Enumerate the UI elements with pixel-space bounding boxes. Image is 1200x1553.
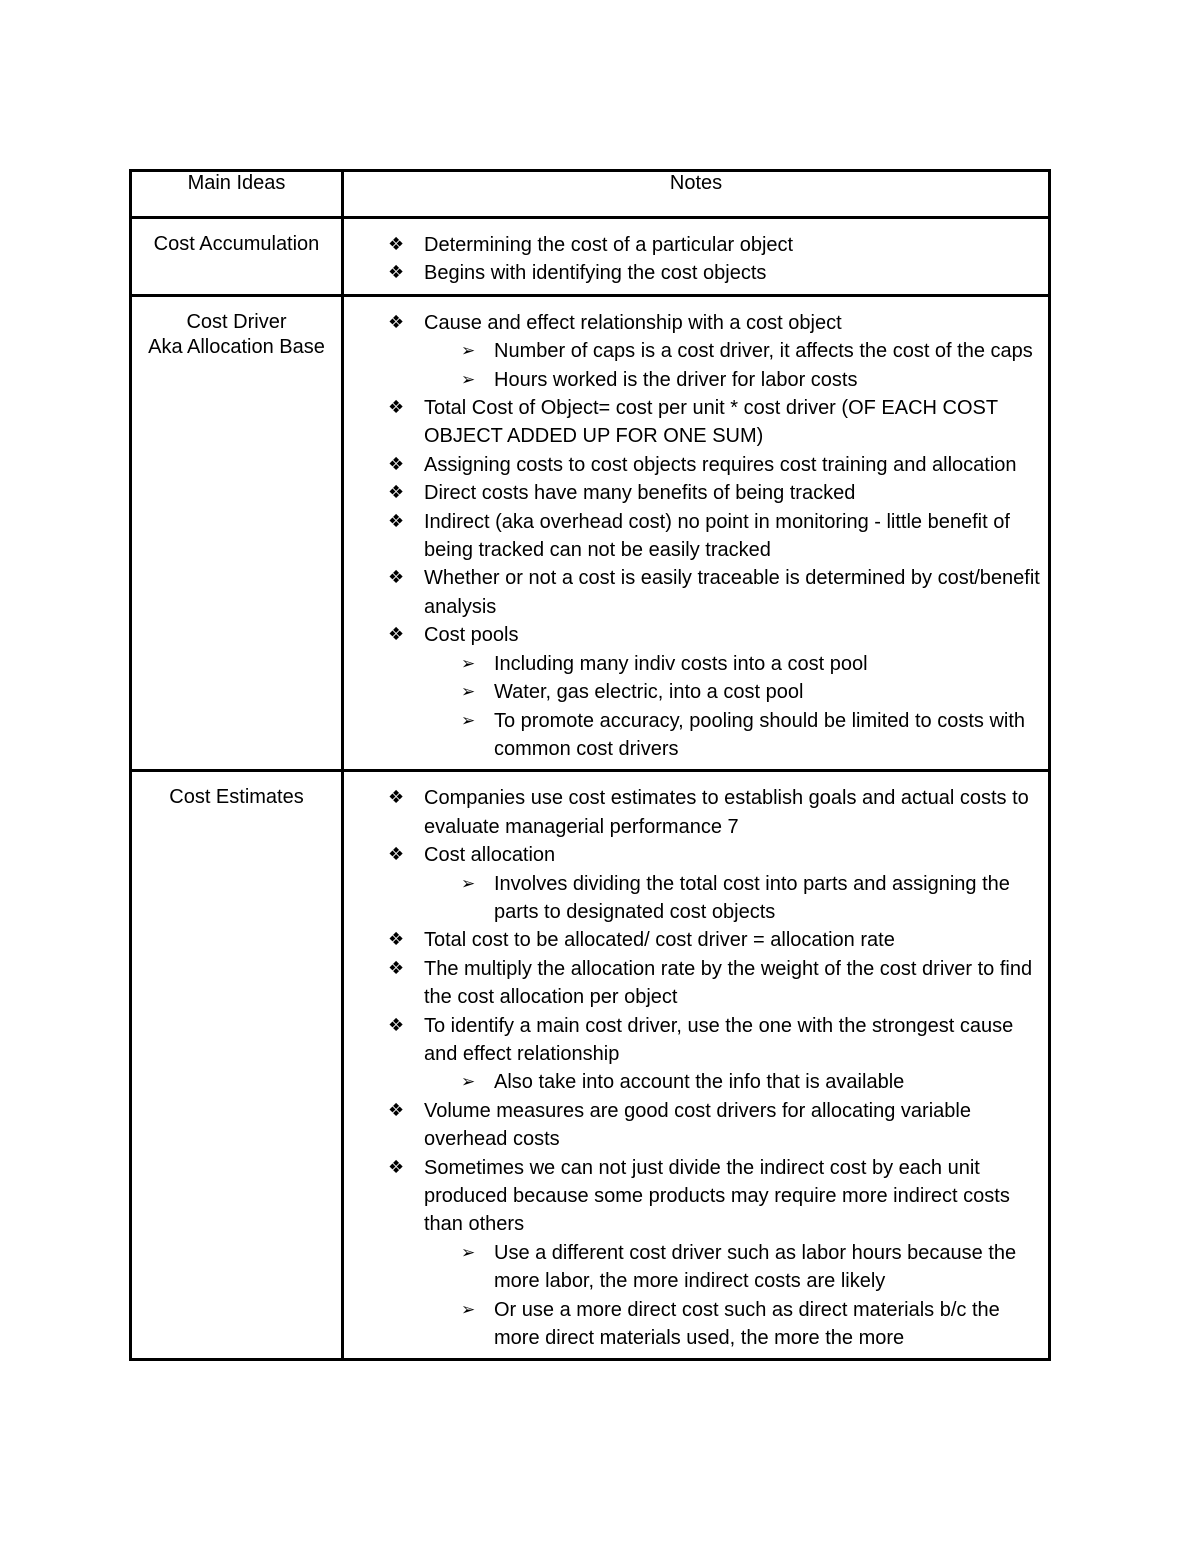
diamond-bullet-icon: ❖ — [388, 311, 405, 333]
diamond-bullet-icon: ❖ — [388, 957, 405, 979]
note-text: Cause and effect relationship with a cost object — [424, 311, 842, 334]
note-item — [344, 451, 1048, 479]
note-item — [344, 309, 1048, 394]
sub-note-item — [344, 707, 1040, 764]
sub-notes-list — [424, 870, 1040, 927]
main-idea-cell — [131, 295, 343, 771]
notes-cell — [343, 295, 1050, 771]
diamond-bullet-icon: ❖ — [388, 567, 405, 589]
note-text: Sometimes we can not just divide the indirect cost by each unit produced because some products may require more indirect costs than others — [424, 1156, 1010, 1236]
note-item — [344, 1012, 1048, 1097]
note-item — [344, 479, 1048, 507]
table-row — [131, 218, 1050, 296]
notes-list — [344, 231, 1048, 288]
sub-note-text: Involves dividing the total cost into parts and assigning the parts to designated cost objects — [494, 872, 1010, 923]
diamond-bullet-icon: ❖ — [388, 844, 405, 866]
arrow-bullet-icon: ➢ — [461, 341, 476, 362]
note-item — [344, 784, 1048, 841]
note-text: Begins with identifying the cost objects — [424, 262, 767, 285]
sub-notes-list — [424, 1239, 1040, 1353]
arrow-bullet-icon: ➢ — [461, 1242, 476, 1263]
note-text: Indirect (aka overhead cost) no point in monitoring - little benefit of being tracked can not be easily tracked — [424, 510, 1010, 562]
diamond-bullet-icon: ❖ — [388, 510, 405, 532]
main-idea-text: Cost Accumulation — [153, 233, 320, 255]
sub-note-text: Or use a more direct cost such as direct materials b/c the more direct materials used, the more the more — [494, 1298, 1000, 1350]
sub-note-text: Also take into account the info that is available — [494, 1071, 905, 1094]
sub-notes-list — [424, 1068, 1040, 1096]
diamond-bullet-icon: ❖ — [388, 262, 405, 284]
note-text: Cost pools — [424, 624, 519, 647]
sub-notes-list — [424, 337, 1040, 394]
main-idea-cell — [131, 218, 343, 296]
notes-table-body — [131, 171, 1050, 1360]
sub-note-item — [344, 870, 1040, 927]
sub-note-item — [344, 1239, 1040, 1296]
note-item — [344, 926, 1048, 954]
note-text: The multiply the allocation rate by the weight of the cost driver to find the cost allocation per object — [424, 957, 1033, 1009]
note-item — [344, 1154, 1048, 1353]
note-item — [344, 508, 1048, 565]
main-idea-text: Cost Estimates — [169, 786, 304, 809]
sub-note-item — [344, 650, 1040, 678]
note-text: Direct costs have many benefits of being tracked — [424, 482, 856, 505]
table-row — [131, 771, 1050, 1360]
arrow-bullet-icon: ➢ — [461, 369, 476, 390]
notes-cell — [343, 218, 1050, 296]
diamond-bullet-icon: ❖ — [388, 1156, 405, 1178]
main-idea-text: Aka Allocation Base — [148, 335, 325, 358]
arrow-bullet-icon: ➢ — [461, 710, 476, 731]
sub-note-text: To promote accuracy, pooling should be limited to costs with common cost drivers — [494, 709, 1026, 760]
sub-note-item — [344, 1296, 1040, 1353]
sub-note-text: Number of caps is a cost driver, it affects the cost of the caps — [494, 340, 1033, 363]
note-text: Total Cost of Object= cost per unit * cost driver (OF EACH COST OBJECT ADDED UP FOR ONE SUM) — [424, 397, 998, 448]
note-item — [344, 564, 1048, 621]
note-item — [344, 621, 1048, 763]
arrow-bullet-icon: ➢ — [461, 1299, 476, 1320]
sub-note-item — [344, 678, 1040, 706]
note-text: Volume measures are good cost drivers for allocating variable overhead costs — [424, 1099, 971, 1151]
note-text: Companies use cost estimates to establish goals and actual costs to evaluate managerial performance 7 — [424, 787, 1029, 838]
note-text: Determining the cost of a particular object — [424, 234, 794, 256]
header-row — [131, 171, 1050, 218]
note-text: To identify a main cost driver, use the one with the strongest cause and effect relationship — [424, 1014, 1014, 1065]
arrow-bullet-icon: ➢ — [461, 682, 476, 703]
arrow-bullet-icon: ➢ — [461, 653, 476, 674]
table-row — [131, 295, 1050, 771]
notes-list — [344, 309, 1048, 764]
note-text: Whether or not a cost is easily traceable is determined by cost/benefit analysis — [424, 567, 1040, 618]
arrow-bullet-icon: ➢ — [461, 1072, 476, 1093]
sub-note-text: Use a different cost driver such as labor hours because the more labor, the more indirect costs are likely — [494, 1241, 1017, 1293]
note-text: Assigning costs to cost objects requires cost training and allocation — [424, 453, 1017, 476]
main-idea-cell — [131, 771, 343, 1360]
diamond-bullet-icon: ❖ — [388, 453, 405, 475]
diamond-bullet-icon: ❖ — [388, 234, 405, 255]
notes-cell — [343, 771, 1050, 1360]
sub-note-item — [344, 1068, 1040, 1096]
arrow-bullet-icon: ➢ — [461, 873, 476, 894]
note-text: Cost allocation — [424, 844, 556, 867]
note-item — [344, 394, 1048, 451]
diamond-bullet-icon: ❖ — [388, 397, 405, 419]
diamond-bullet-icon: ❖ — [388, 787, 405, 809]
notes-table — [129, 169, 1051, 1361]
sub-notes-list — [424, 650, 1040, 764]
sub-note-item — [344, 366, 1040, 394]
sub-note-item — [344, 337, 1040, 365]
note-text: Total cost to be allocated/ cost driver = allocation rate — [424, 929, 895, 952]
note-item — [344, 955, 1048, 1012]
diamond-bullet-icon: ❖ — [388, 1099, 405, 1121]
sub-note-text: Hours worked is the driver for labor costs — [494, 368, 858, 391]
header-main-ideas: Main Ideas — [131, 171, 343, 218]
sub-note-text: Water, gas electric, into a cost pool — [494, 681, 804, 704]
note-item — [344, 841, 1048, 926]
note-item — [344, 231, 1048, 259]
note-item — [344, 259, 1048, 287]
note-item — [344, 1097, 1048, 1154]
diamond-bullet-icon: ❖ — [388, 929, 405, 951]
header-notes: Notes — [343, 171, 1050, 218]
main-idea-text: Cost Driver — [186, 310, 287, 333]
sub-note-text: Including many indiv costs into a cost pool — [494, 652, 868, 675]
notes-list — [344, 784, 1048, 1352]
diamond-bullet-icon: ❖ — [388, 482, 405, 504]
diamond-bullet-icon: ❖ — [388, 624, 405, 646]
diamond-bullet-icon: ❖ — [388, 1014, 405, 1036]
